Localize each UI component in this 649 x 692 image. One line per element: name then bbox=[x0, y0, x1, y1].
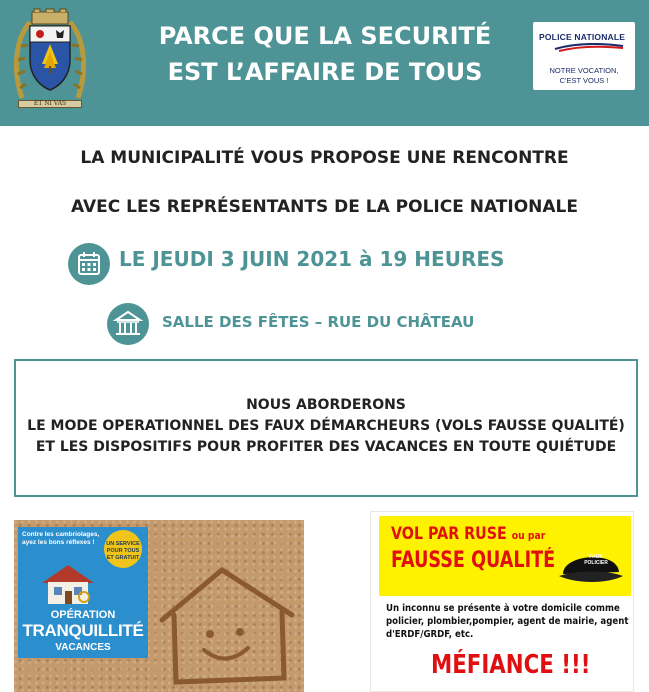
otv-top-text: Contre les cambriolages, ayez les bons réflexes ! bbox=[22, 531, 100, 546]
title-line-2: EST L’AFFAIRE DE TOUS bbox=[167, 58, 483, 86]
vol-line-1-small: ou par bbox=[511, 529, 546, 542]
vol-line-1 bbox=[391, 524, 545, 544]
police-cap-icon bbox=[557, 544, 625, 590]
intro-line-2: AVEC LES REPRÉSENTANTS DE LA POLICE NATIONALE bbox=[70, 197, 579, 217]
topics-line-3: ET LES DISPOSITIFS POUR PROFITER DES VACANCES EN TOUTE QUIÉTUDE bbox=[35, 439, 617, 455]
slogan-line-2: C'EST VOUS ! bbox=[559, 76, 609, 85]
cap-text: FAUX POLICIER bbox=[584, 554, 608, 566]
vol-body-text: Un inconnu se présente à votre domicile comme policier, plombier,pompier, agent de mairie, agent d'ERDF/GRDF, etc. bbox=[386, 603, 629, 640]
topics-text bbox=[16, 395, 636, 458]
town-crest-icon bbox=[12, 8, 88, 104]
vol-yellow-banner bbox=[379, 516, 631, 596]
crest-motto: ET NI VAS bbox=[18, 100, 82, 108]
otv-line-3: VACANCES bbox=[55, 642, 111, 653]
operation-tranquillite-vacances-card bbox=[18, 527, 148, 658]
topics-box bbox=[14, 359, 638, 497]
vol-line-2: FAUSSE QUALITÉ bbox=[391, 548, 556, 573]
title-line-1: PARCE QUE LA SECURITÉ bbox=[158, 22, 492, 50]
vol-warning: MÉFIANCE !!! bbox=[431, 650, 591, 680]
event-place: SALLE DES FÊTES – RUE DU CHÂTEAU bbox=[162, 313, 475, 331]
house-icon bbox=[38, 563, 98, 605]
police-logo-slogan bbox=[533, 66, 635, 86]
topics-line-2: LE MODE OPERATIONNEL DES FAUX DÉMARCHEURS (VOLS FAUSSE QUALITÉ) bbox=[27, 418, 625, 434]
building-icon bbox=[107, 303, 149, 345]
topics-line-1: NOUS ABORDERONS bbox=[246, 397, 406, 413]
otv-line-2: TRANQUILLITÉ bbox=[22, 621, 144, 640]
police-nationale-logo bbox=[533, 22, 635, 90]
slogan-line-1: NOTRE VOCATION, bbox=[549, 66, 619, 75]
sand-drawn-house-icon bbox=[152, 560, 302, 690]
page-title bbox=[120, 18, 530, 90]
tricolor-swoosh-icon bbox=[545, 43, 625, 53]
header-banner bbox=[0, 0, 649, 126]
otv-badge: UN SERVICE POUR TOUS ET GRATUIT bbox=[104, 530, 142, 568]
vol-line-1-main: VOL PAR RUSE bbox=[391, 524, 512, 544]
police-logo-name: POLICE NATIONALE bbox=[539, 32, 626, 42]
event-date: LE JEUDI 3 JUIN 2021 à 19 HEURES bbox=[119, 247, 505, 271]
otv-line-1: OPÉRATION bbox=[50, 609, 116, 621]
calendar-icon bbox=[68, 243, 110, 285]
vol-par-ruse-panel bbox=[370, 511, 634, 692]
intro-line-1: LA MUNICIPALITÉ VOUS PROPOSE UNE RENCONTRE bbox=[80, 148, 569, 168]
